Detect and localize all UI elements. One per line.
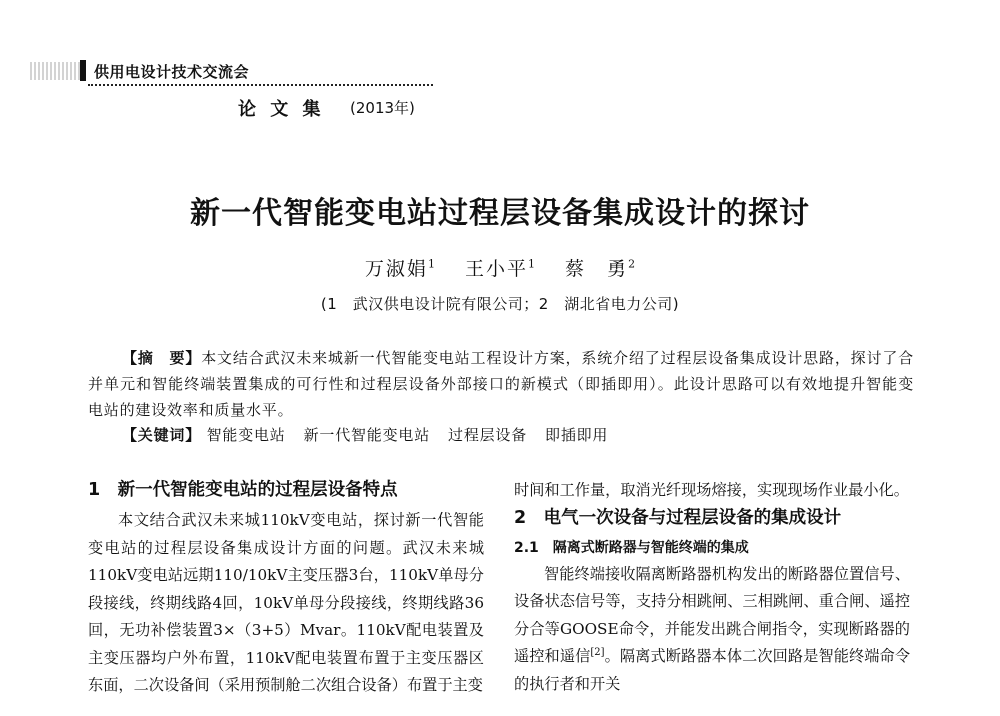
author-name: 万淑娟 bbox=[364, 258, 428, 280]
keyword: 新一代智能变电站 bbox=[303, 426, 431, 444]
section-2-1-text-a: 智能终端接收隔离断路器机构发出的断路器位置信号、设备状态信号等，支持分相跳闸、三相跳闸、重合闸、遥控分合等GOOSE命令，并能发出跳合闸指令，实现断路器的遥控和遥信 bbox=[514, 564, 910, 665]
section-2-heading: 2 电气一次设备与过程层设备的集成设计 bbox=[514, 507, 842, 528]
affiliations: (1 武汉供电设计院有限公司；2 湖北省电力公司) bbox=[320, 295, 680, 313]
author-affil-ref: 2 bbox=[628, 257, 636, 271]
author-name: 蔡 勇 bbox=[565, 258, 629, 280]
header-decoration bbox=[30, 62, 80, 80]
continued-text: 时间和工作量，取消光纤现场熔接，实现现场作业最小化。 bbox=[514, 481, 909, 499]
abstract-label: 【摘 要】 bbox=[122, 349, 202, 367]
keywords bbox=[122, 424, 626, 445]
abstract-text: 本文结合武汉未来城新一代智能变电站工程设计方案，系统介绍了过程层设备集成设计思路，探讨了合并单元和智能终端装置集成的可行性和过程层设备外部接口的新模式（即插即用）。此设计思路可以有效地提升智能变电站的建设效率和质量水平。 bbox=[88, 349, 914, 419]
keyword: 即插即用 bbox=[545, 426, 609, 444]
collection-label: 论 文 集 bbox=[238, 99, 325, 120]
abstract bbox=[88, 345, 914, 423]
keywords-label: 【关键词】 bbox=[122, 426, 202, 444]
year: (2013年) bbox=[350, 99, 415, 117]
author-list bbox=[0, 254, 1000, 281]
section-2-1-heading: 2.1 隔离式断路器与智能终端的集成 bbox=[514, 539, 749, 556]
section-2-1-text-b: 。隔离式断路器本体二次回路是智能终端命令的执行者和开关 bbox=[514, 647, 911, 693]
series-title: 供用电设计技术交流会 bbox=[94, 63, 250, 81]
paper-title: 新一代智能变电站过程层设备集成设计的探讨 bbox=[190, 196, 810, 231]
section-2-1-text bbox=[514, 561, 910, 699]
keyword: 过程层设备 bbox=[448, 426, 528, 444]
left-column bbox=[88, 477, 484, 700]
author-affil-ref: 1 bbox=[427, 257, 435, 271]
section-1-text: 本文结合武汉未来城110kV变电站，探讨新一代智能变电站的过程层设备集成设计方面的问题。武汉未来城110kV变电站远期110/10kV主变压器3台，110kV单母分段接线，终期线路4回，10kV单母分段接线，终期线路36回，无功补偿装置3×（3+5）Mvar。110kV配电装置及主变压器均户外布置，110kV配电装置布置于主变压器区东面，二次设备间（采用预制舱二次组合设备）布置于主变 bbox=[88, 511, 484, 694]
header-rule bbox=[88, 84, 433, 86]
section-1-heading: 1 新一代智能变电站的过程层设备特点 bbox=[88, 480, 398, 500]
right-column bbox=[514, 477, 910, 698]
citation: [2] bbox=[590, 646, 605, 658]
keyword: 智能变电站 bbox=[206, 426, 286, 444]
author-affil-ref: 1 bbox=[528, 257, 535, 271]
author-name: 王小平 bbox=[464, 258, 528, 280]
header-bar bbox=[80, 60, 86, 81]
